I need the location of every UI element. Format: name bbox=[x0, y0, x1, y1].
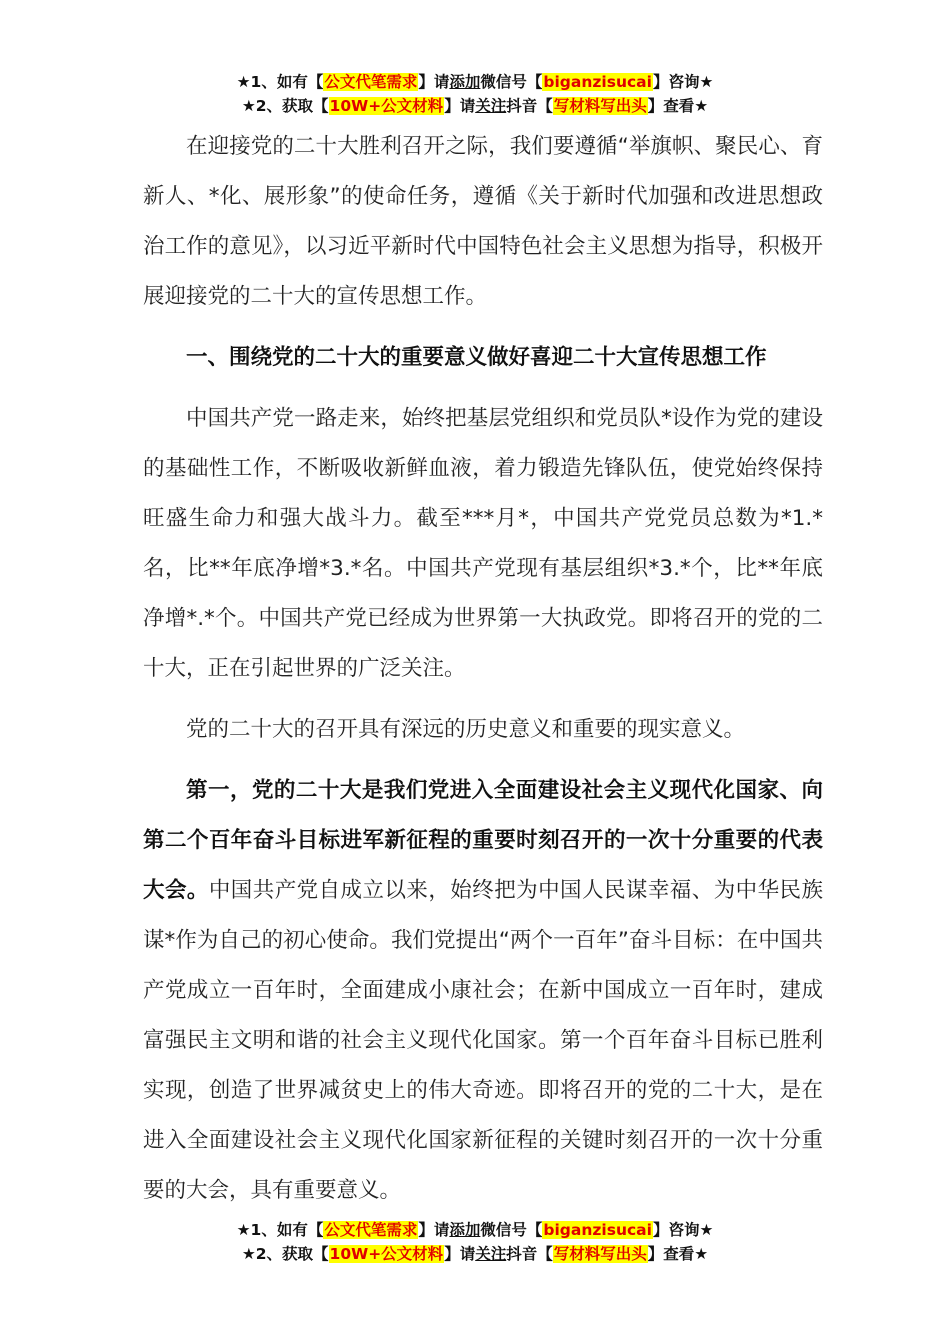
highlight-service: 公文代笔需求 bbox=[324, 1221, 418, 1239]
promo-banner-bottom bbox=[0, 1218, 950, 1266]
highlight-materials: 10W+公文材料 bbox=[329, 1245, 444, 1263]
paragraph-party-overview: 中国共产党一路走来，始终把基层党组织和党员队*设作为党的建设的基础性工作，不断吸收新鲜血液，着力锻造先锋队伍，使党始终保持旺盛生命力和强大战斗力。截至***月*，中国共产党党员总数为*1.*名，比**年底净增*3.*名。中国共产党现有基层组织*3.*个，比**年底净增*.*个。中国共产党已经成为世界第一大执政党。即将召开的党的二十大，正在引起世界的广泛关注。 bbox=[143, 406, 823, 681]
highlight-service: 公文代笔需求 bbox=[324, 73, 418, 91]
promo-line-1: ★1、如有【公文代笔需求】请添加微信号【biganzisucai】咨询★ bbox=[236, 73, 714, 91]
paragraph-significance: 党的二十大的召开具有深远的历史意义和重要的现实意义。 bbox=[186, 717, 746, 742]
promo-line-2: ★2、获取【10W+公文材料】请关注抖音【写材料写出头】查看★ bbox=[241, 1245, 709, 1263]
promo-banner-top bbox=[0, 70, 950, 118]
paragraph-intro: 在迎接党的二十大胜利召开之际，我们要遵循“举旗帜、聚民心、育新人、*化、展形象”的使命任务，遵循《关于新时代加强和改进思想政治工作的意见》，以习近平新时代中国特色社会主义思想为指导，积极开展迎接党的二十大的宣传思想工作。 bbox=[143, 134, 823, 309]
paragraph-first-point bbox=[143, 766, 823, 1216]
document-body bbox=[143, 122, 823, 1216]
first-point-lead: 第一，党的二十大是我们党进入全面建设社会主义现代化国家、向第二个百年奋斗目标进军新征程的重要时刻召开的一次十分重要的代表大会。 bbox=[143, 778, 823, 903]
highlight-wechat-id: biganzisucai bbox=[543, 73, 652, 91]
promo-line-1: ★1、如有【公文代笔需求】请添加微信号【biganzisucai】咨询★ bbox=[236, 1221, 714, 1239]
highlight-materials: 10W+公文材料 bbox=[329, 97, 444, 115]
section-heading-1: 一、围绕党的二十大的重要意义做好喜迎二十大宣传思想工作 bbox=[186, 345, 767, 370]
first-point-body: 中国共产党自成立以来，始终把为中国人民谋幸福、为中华民族谋*作为自己的初心使命。我们党提出“两个一百年”奋斗目标：在中国共产党成立一百年时，全面建成小康社会；在新中国成立一百年时，建成富强民主文明和谐的社会主义现代化国家。第一个百年奋斗目标已胜利实现，创造了世界减贫史上的伟大奇迹。即将召开的党的二十大，是在进入全面建设社会主义现代化国家新征程的关键时刻召开的一次十分重要的大会，具有重要意义。 bbox=[143, 878, 823, 1203]
promo-line-2: ★2、获取【10W+公文材料】请关注抖音【写材料写出头】查看★ bbox=[241, 97, 709, 115]
highlight-douyin-id: 写材料写出头 bbox=[553, 1245, 647, 1263]
highlight-wechat-id: biganzisucai bbox=[543, 1221, 652, 1239]
highlight-douyin-id: 写材料写出头 bbox=[553, 97, 647, 115]
